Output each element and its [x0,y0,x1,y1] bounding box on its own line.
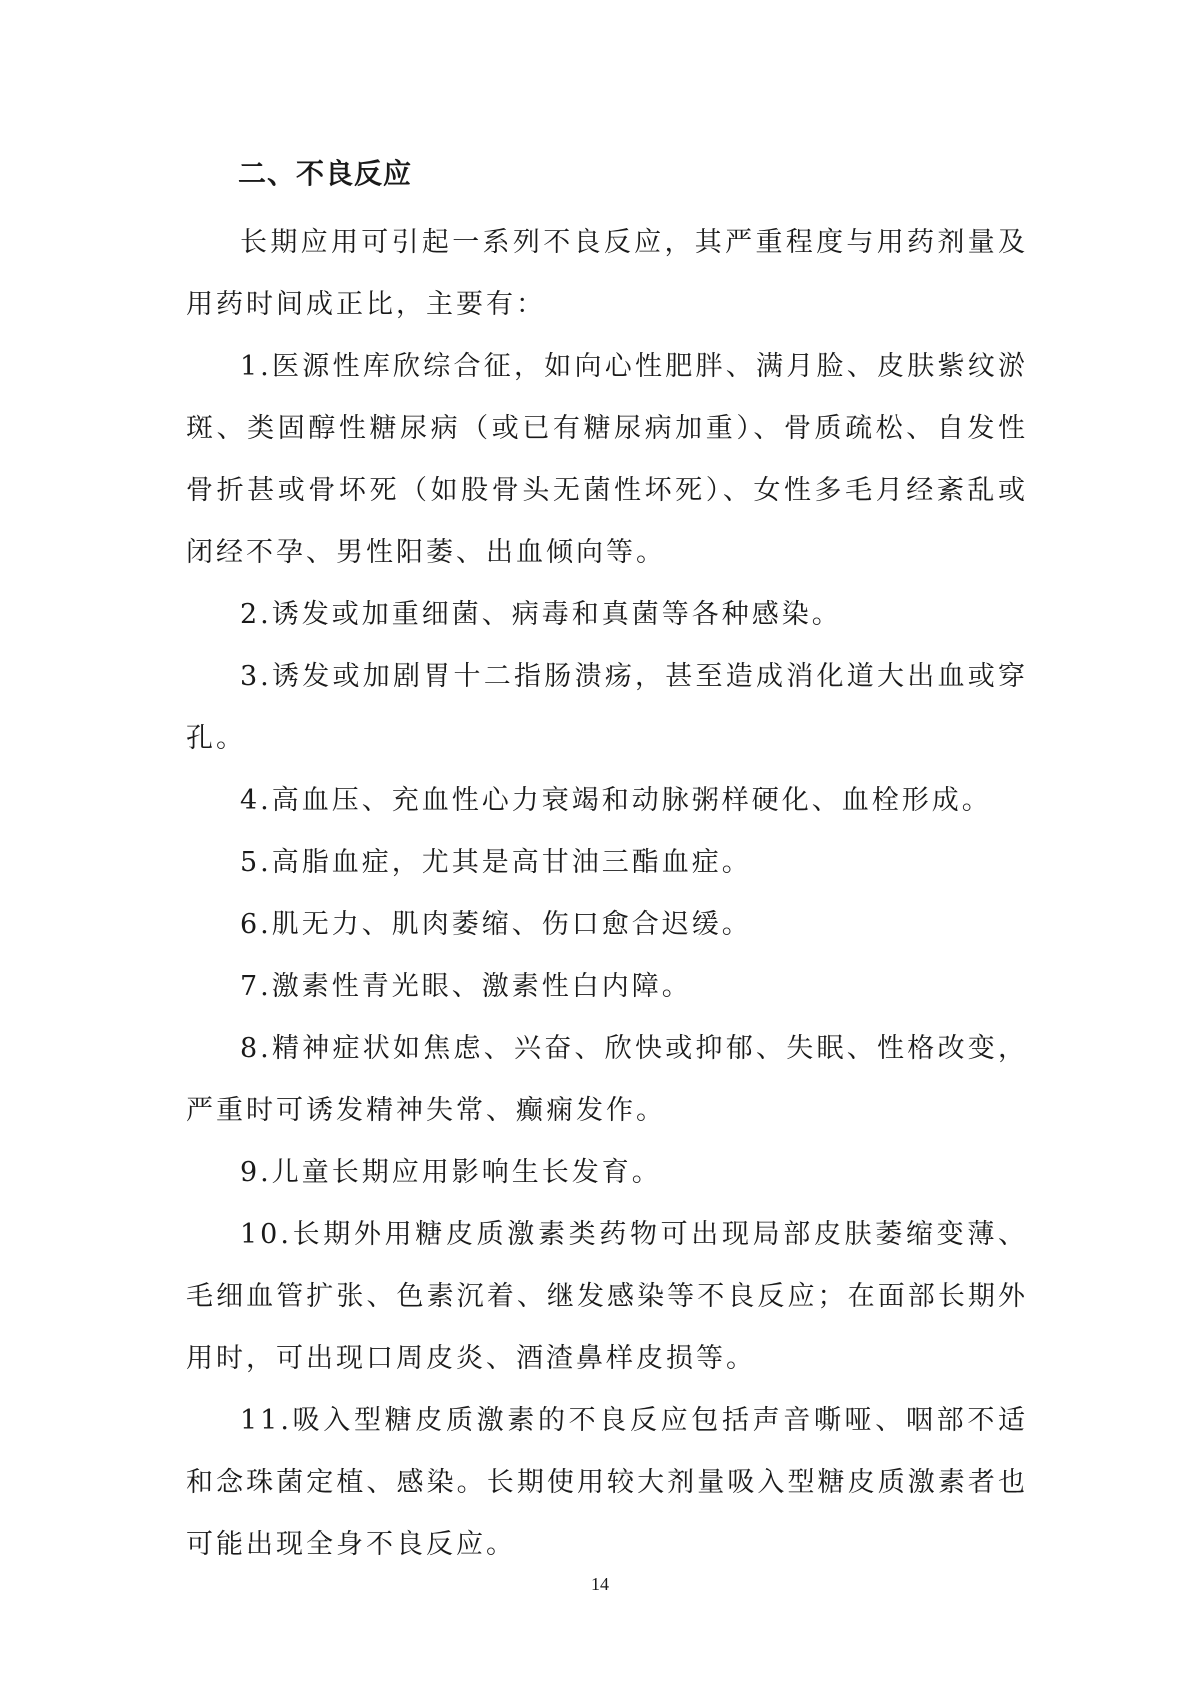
list-item-1: 1.医源性库欣综合征，如向心性肥胖、满月脸、皮肤紫纹淤斑、类固醇性糖尿病（或已有糖尿病加重）、骨质疏松、自发性骨折甚或骨坏死（如股骨头无菌性坏死）、女性多毛月经紊乱或闭经不孕、男性阳萎、出血倾向等。 [186,351,1028,568]
list-item-3: 3.诱发或加剧胃十二指肠溃疡，甚至造成消化道大出血或穿孔。 [186,661,1028,754]
list-item-4: 4.高血压、充血性心力衰竭和动脉粥样硬化、血栓形成。 [240,785,992,816]
list-item-11: 11.吸入型糖皮质激素的不良反应包括声音嘶哑、咽部不适和念珠菌定植、感染。长期使用较大剂量吸入型糖皮质激素者也可能出现全身不良反应。 [186,1405,1028,1560]
page-body [186,150,1028,1576]
page-number: 14 [591,1574,609,1594]
list-item-5: 5.高脂血症，尤其是高甘油三酯血症。 [240,847,752,878]
intro-paragraph: 长期应用可引起一系列不良反应，其严重程度与用药剂量及用药时间成正比，主要有： [186,227,1028,320]
list-item-6: 6.肌无力、肌肉萎缩、伤口愈合迟缓。 [240,909,752,940]
section-heading: 二、不良反应 [238,157,413,190]
list-item-2: 2.诱发或加重细菌、病毒和真菌等各种感染。 [240,599,842,630]
list-item-10: 10.长期外用糖皮质激素类药物可出现局部皮肤萎缩变薄、毛细血管扩张、色素沉着、继发感染等不良反应；在面部长期外用时，可出现口周皮炎、酒渣鼻样皮损等。 [186,1219,1028,1374]
list-item-7: 7.激素性青光眼、激素性白内障。 [240,971,692,1002]
list-item-9: 9.儿童长期应用影响生长发育。 [240,1157,662,1188]
list-item-8: 8.精神症状如焦虑、兴奋、欣快或抑郁、失眠、性格改变，严重时可诱发精神失常、癫痫发作。 [186,1033,1028,1126]
